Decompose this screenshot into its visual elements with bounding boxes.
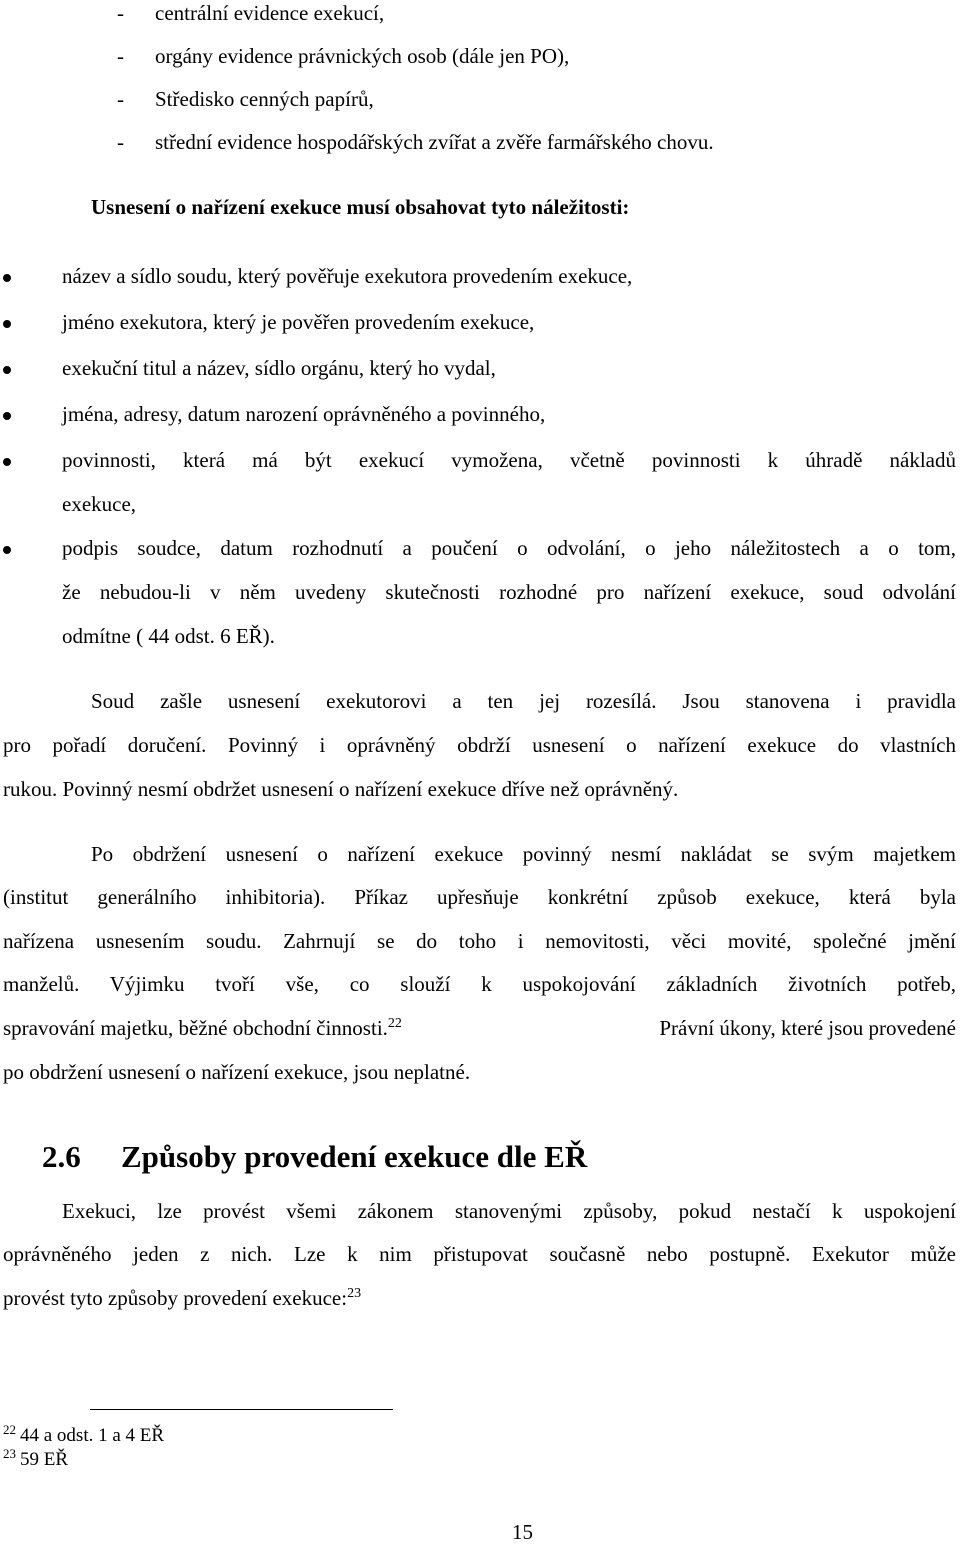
bullet-item-line: povinnosti, která má být exekucí vymožena, včetně povinnosti k úhradě nákladů xyxy=(62,448,956,472)
bullet-item: exekuční titul a název, sídlo orgánu, který ho vydal, xyxy=(62,356,496,380)
dash-marker: - xyxy=(117,87,124,111)
bullet-icon xyxy=(3,366,11,374)
section-number: 2.6 xyxy=(42,1139,81,1174)
paragraph-line: Po obdržení usnesení o nařízení exekuce povinný nesmí nakládat se svým majetkem xyxy=(91,842,956,866)
footnote-number: 23 xyxy=(3,1446,16,1461)
dash-marker: - xyxy=(117,130,124,154)
bullet-item: jméno exekutora, který je pověřen provedením exekuce, xyxy=(62,310,535,334)
paragraph-line: po obdržení usnesení o nařízení exekuce, jsou neplatné. xyxy=(3,1060,471,1084)
footnote-divider xyxy=(90,1409,393,1410)
paragraph-line: rukou. Povinný nesmí obdržet usnesení o nařízení exekuce dříve než oprávněný. xyxy=(3,777,679,801)
dash-marker: - xyxy=(117,44,124,68)
page-number: 15 xyxy=(512,1520,533,1544)
paragraph-line: Exekuci, lze provést všemi zákonem stanovenými způsoby, pokud nestačí k uspokojení xyxy=(62,1199,956,1223)
paragraph-text: Právní úkony, které jsou provedené xyxy=(659,1016,956,1040)
dash-item: střední evidence hospodářských zvířat a zvěře farmářského chovu. xyxy=(155,130,714,154)
dash-marker: - xyxy=(117,1,124,25)
paragraph-line: oprávněného jeden z nich. Lze k nim přistupovat současně nebo postupně. Exekutor může xyxy=(3,1242,956,1266)
dash-item: Středisko cenných papírů, xyxy=(155,87,374,111)
dash-item: centrální evidence exekucí, xyxy=(155,1,385,25)
bullet-item: název a sídlo soudu, který pověřuje exekutora provedením exekuce, xyxy=(62,264,633,288)
bullet-item: jména, adresy, datum narození oprávněného a povinného, xyxy=(62,402,546,426)
bullet-icon xyxy=(3,320,11,328)
footnote-text: 59 EŘ xyxy=(20,1449,69,1470)
bullet-icon xyxy=(3,274,11,282)
paragraph-line: manželů. Výjimku tvoří vše, co slouží k uspokojování základních životních potřeb, xyxy=(3,972,956,996)
requirements-heading: Usnesení o nařízení exekuce musí obsahovat tyto náležitosti: xyxy=(91,195,630,219)
paragraph-text: spravování majetku, běžné obchodní činnosti.$^{22}$ xyxy=(3,1016,402,1040)
dash-item: orgány evidence právnických osob (dále jen PO), xyxy=(155,44,570,68)
paragraph-line: nařízena usnesením soudu. Zahrnují se do toho i nemovitosti, věci movité, společné jmění xyxy=(3,929,956,953)
footnote-number: 22 xyxy=(3,1422,16,1437)
bullet-item-line: že nebudou-li v něm uvedeny skutečnosti rozhodné pro nařízení exekuce, soud odvolání xyxy=(62,580,956,604)
bullet-icon xyxy=(3,546,11,554)
footnote-ref[interactable]: 23 xyxy=(347,1286,362,1301)
bullet-icon xyxy=(3,412,11,420)
footnote-text: 44 a odst. 1 a 4 EŘ xyxy=(20,1425,165,1446)
bullet-item-line: exekuce, xyxy=(62,492,137,516)
paragraph-line: pro pořadí doručení. Povinný i oprávněný obdrží usnesení o nařízení exekuce do vlastních xyxy=(3,733,956,757)
paragraph-line xyxy=(3,1286,361,1311)
paragraph-line: Soud zašle usnesení exekutorovi a ten jej rozesílá. Jsou stanovena i pravidla xyxy=(91,689,956,713)
section-title: Způsoby provedení exekuce dle EŘ xyxy=(121,1139,588,1174)
bullet-icon xyxy=(3,458,11,466)
paragraph-text: provést tyto způsoby provedení exekuce: xyxy=(3,1286,348,1310)
bullet-item-line: odmítne ( 44 odst. 6 EŘ). xyxy=(62,624,275,648)
paragraph-line: (institut generálního inhibitoria). Příkaz upřesňuje konkrétní způsob exekuce, která byla xyxy=(3,885,956,909)
bullet-item-line: podpis soudce, datum rozhodnutí a poučení o odvolání, o jeho náležitostech a o tom, xyxy=(62,536,956,560)
paragraph-line xyxy=(3,1016,956,1041)
footnote-ref[interactable]: 22 xyxy=(387,1016,402,1031)
